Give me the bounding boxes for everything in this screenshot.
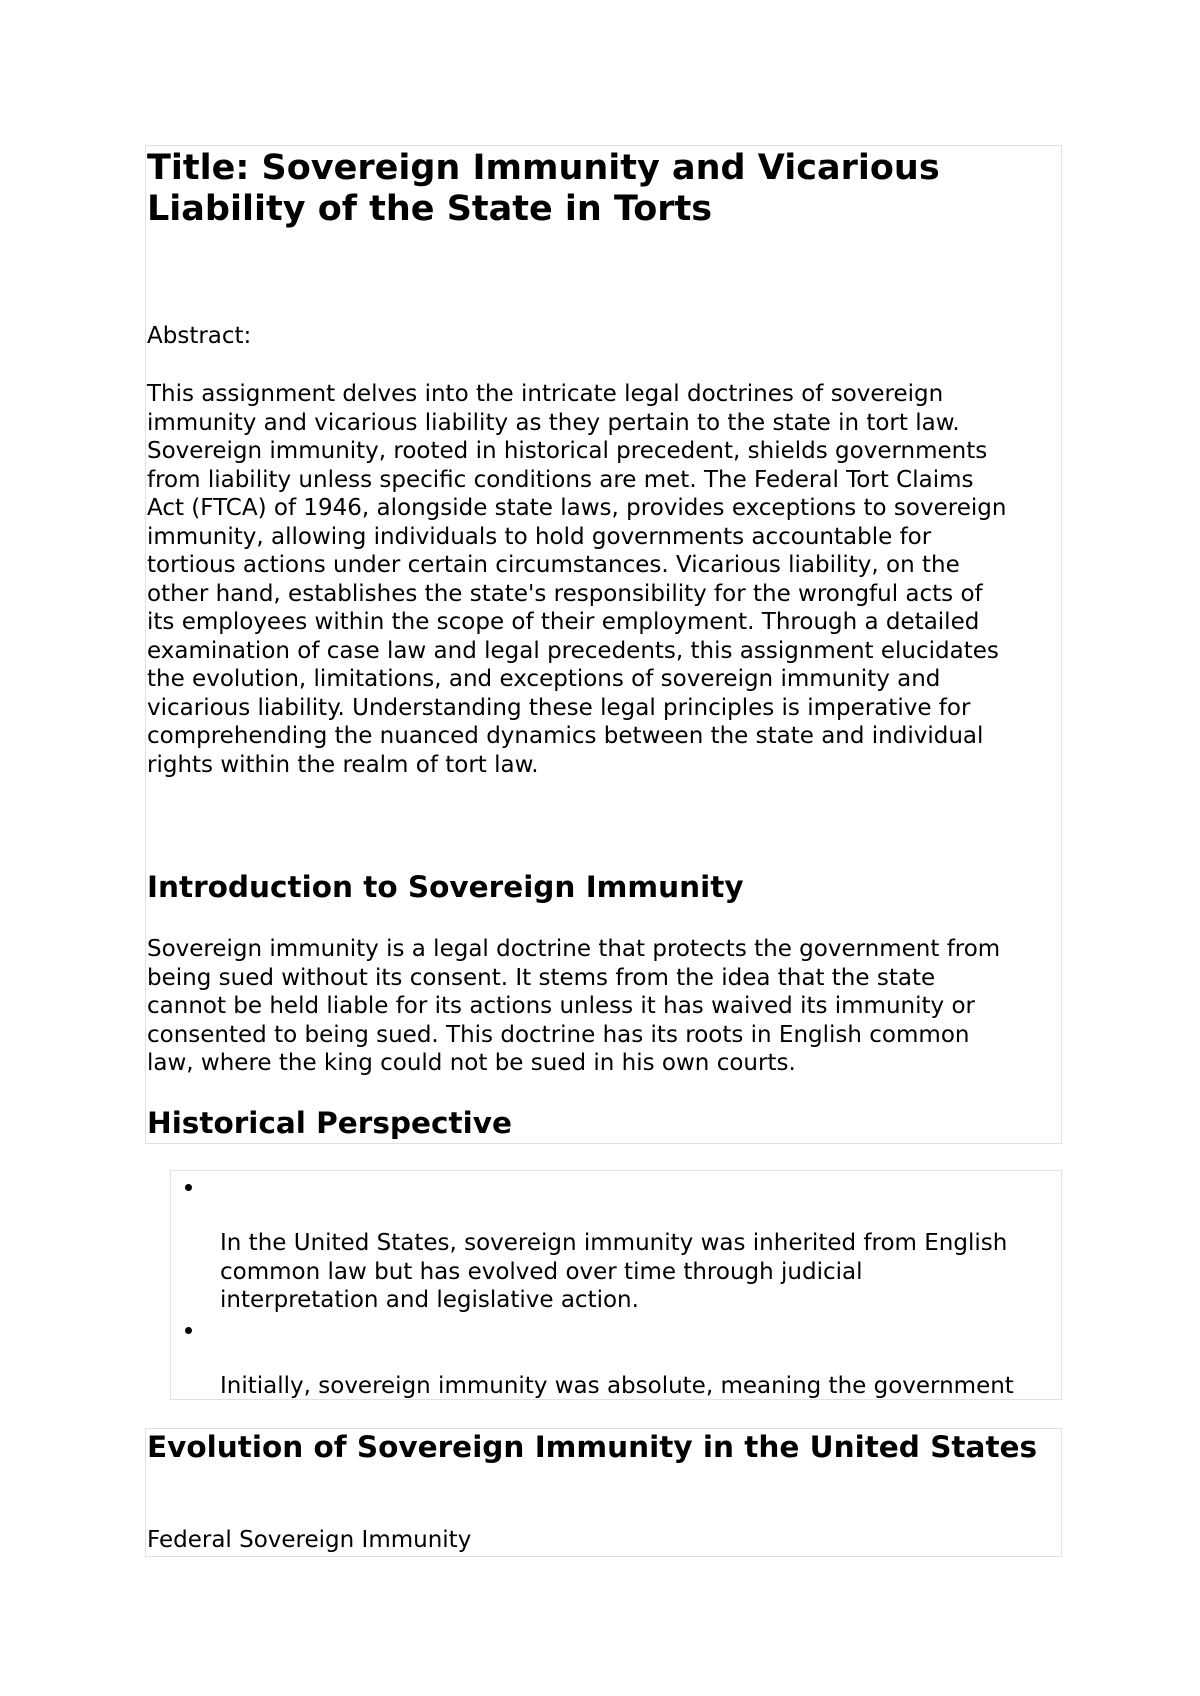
federal-subheading: Federal Sovereign Immunity xyxy=(147,1527,472,1553)
bullet-icon xyxy=(185,1184,192,1191)
historical-list-block xyxy=(170,1170,1062,1400)
list-item xyxy=(171,1172,1061,1315)
evolution-block xyxy=(145,1428,1062,1557)
abstract-label: Abstract: xyxy=(147,323,252,349)
list-item xyxy=(171,1315,1061,1401)
abstract-paragraph: This assignment delves into the intricate legal doctrines of sovereign immunity and vicarious liability as they pertain to the state in tort law. Sovereign immunity, rooted in historical precedent, shields governments from liability unless specific conditions are met. The Federal Tort Claims Act (FTCA) of 1946, alongside state laws, provides exceptions to sovereign immunity, allowing individuals to hold governments accountable for tortious actions under certain circumstances. Vicarious liability, on the other hand, establishes the state's responsibility for the wrongful acts of its employees within the scope of their employment. Through a detailed examination of case law and legal precedents, this assignment elucidates the evolution, limitations, and exceptions of sovereign immunity and vicarious liability. Understanding these legal principles is imperative for comprehending the nuanced dynamics between the state and individual rights within the realm of tort law. xyxy=(147,381,1007,778)
text-block-main xyxy=(145,145,1062,1144)
list-item-text: Initially, sovereign immunity was absolute, meaning the government xyxy=(220,1372,1014,1399)
intro-heading: Introduction to Sovereign Immunity xyxy=(147,870,744,904)
intro-paragraph: Sovereign immunity is a legal doctrine that protects the government from being sued without its consent. It stems from the idea that the state cannot be held liable for its actions unless it has waived its immunity or consented to being sued. This doctrine has its roots in English common law, where the king could not be sued in his own courts. xyxy=(147,936,1001,1076)
evolution-heading: Evolution of Sovereign Immunity in the United States xyxy=(147,1430,1038,1464)
historical-heading: Historical Perspective xyxy=(147,1106,512,1140)
historical-bullet-list xyxy=(171,1172,1061,1400)
bullet-icon xyxy=(185,1327,192,1334)
list-item-text: In the United States, sovereign immunity was inherited from English common law but has evolved over time through judicial interpretation and legislative action. xyxy=(220,1230,1008,1313)
document-title: Title: Sovereign Immunity and Vicarious Liability of the State in Torts xyxy=(147,148,940,229)
